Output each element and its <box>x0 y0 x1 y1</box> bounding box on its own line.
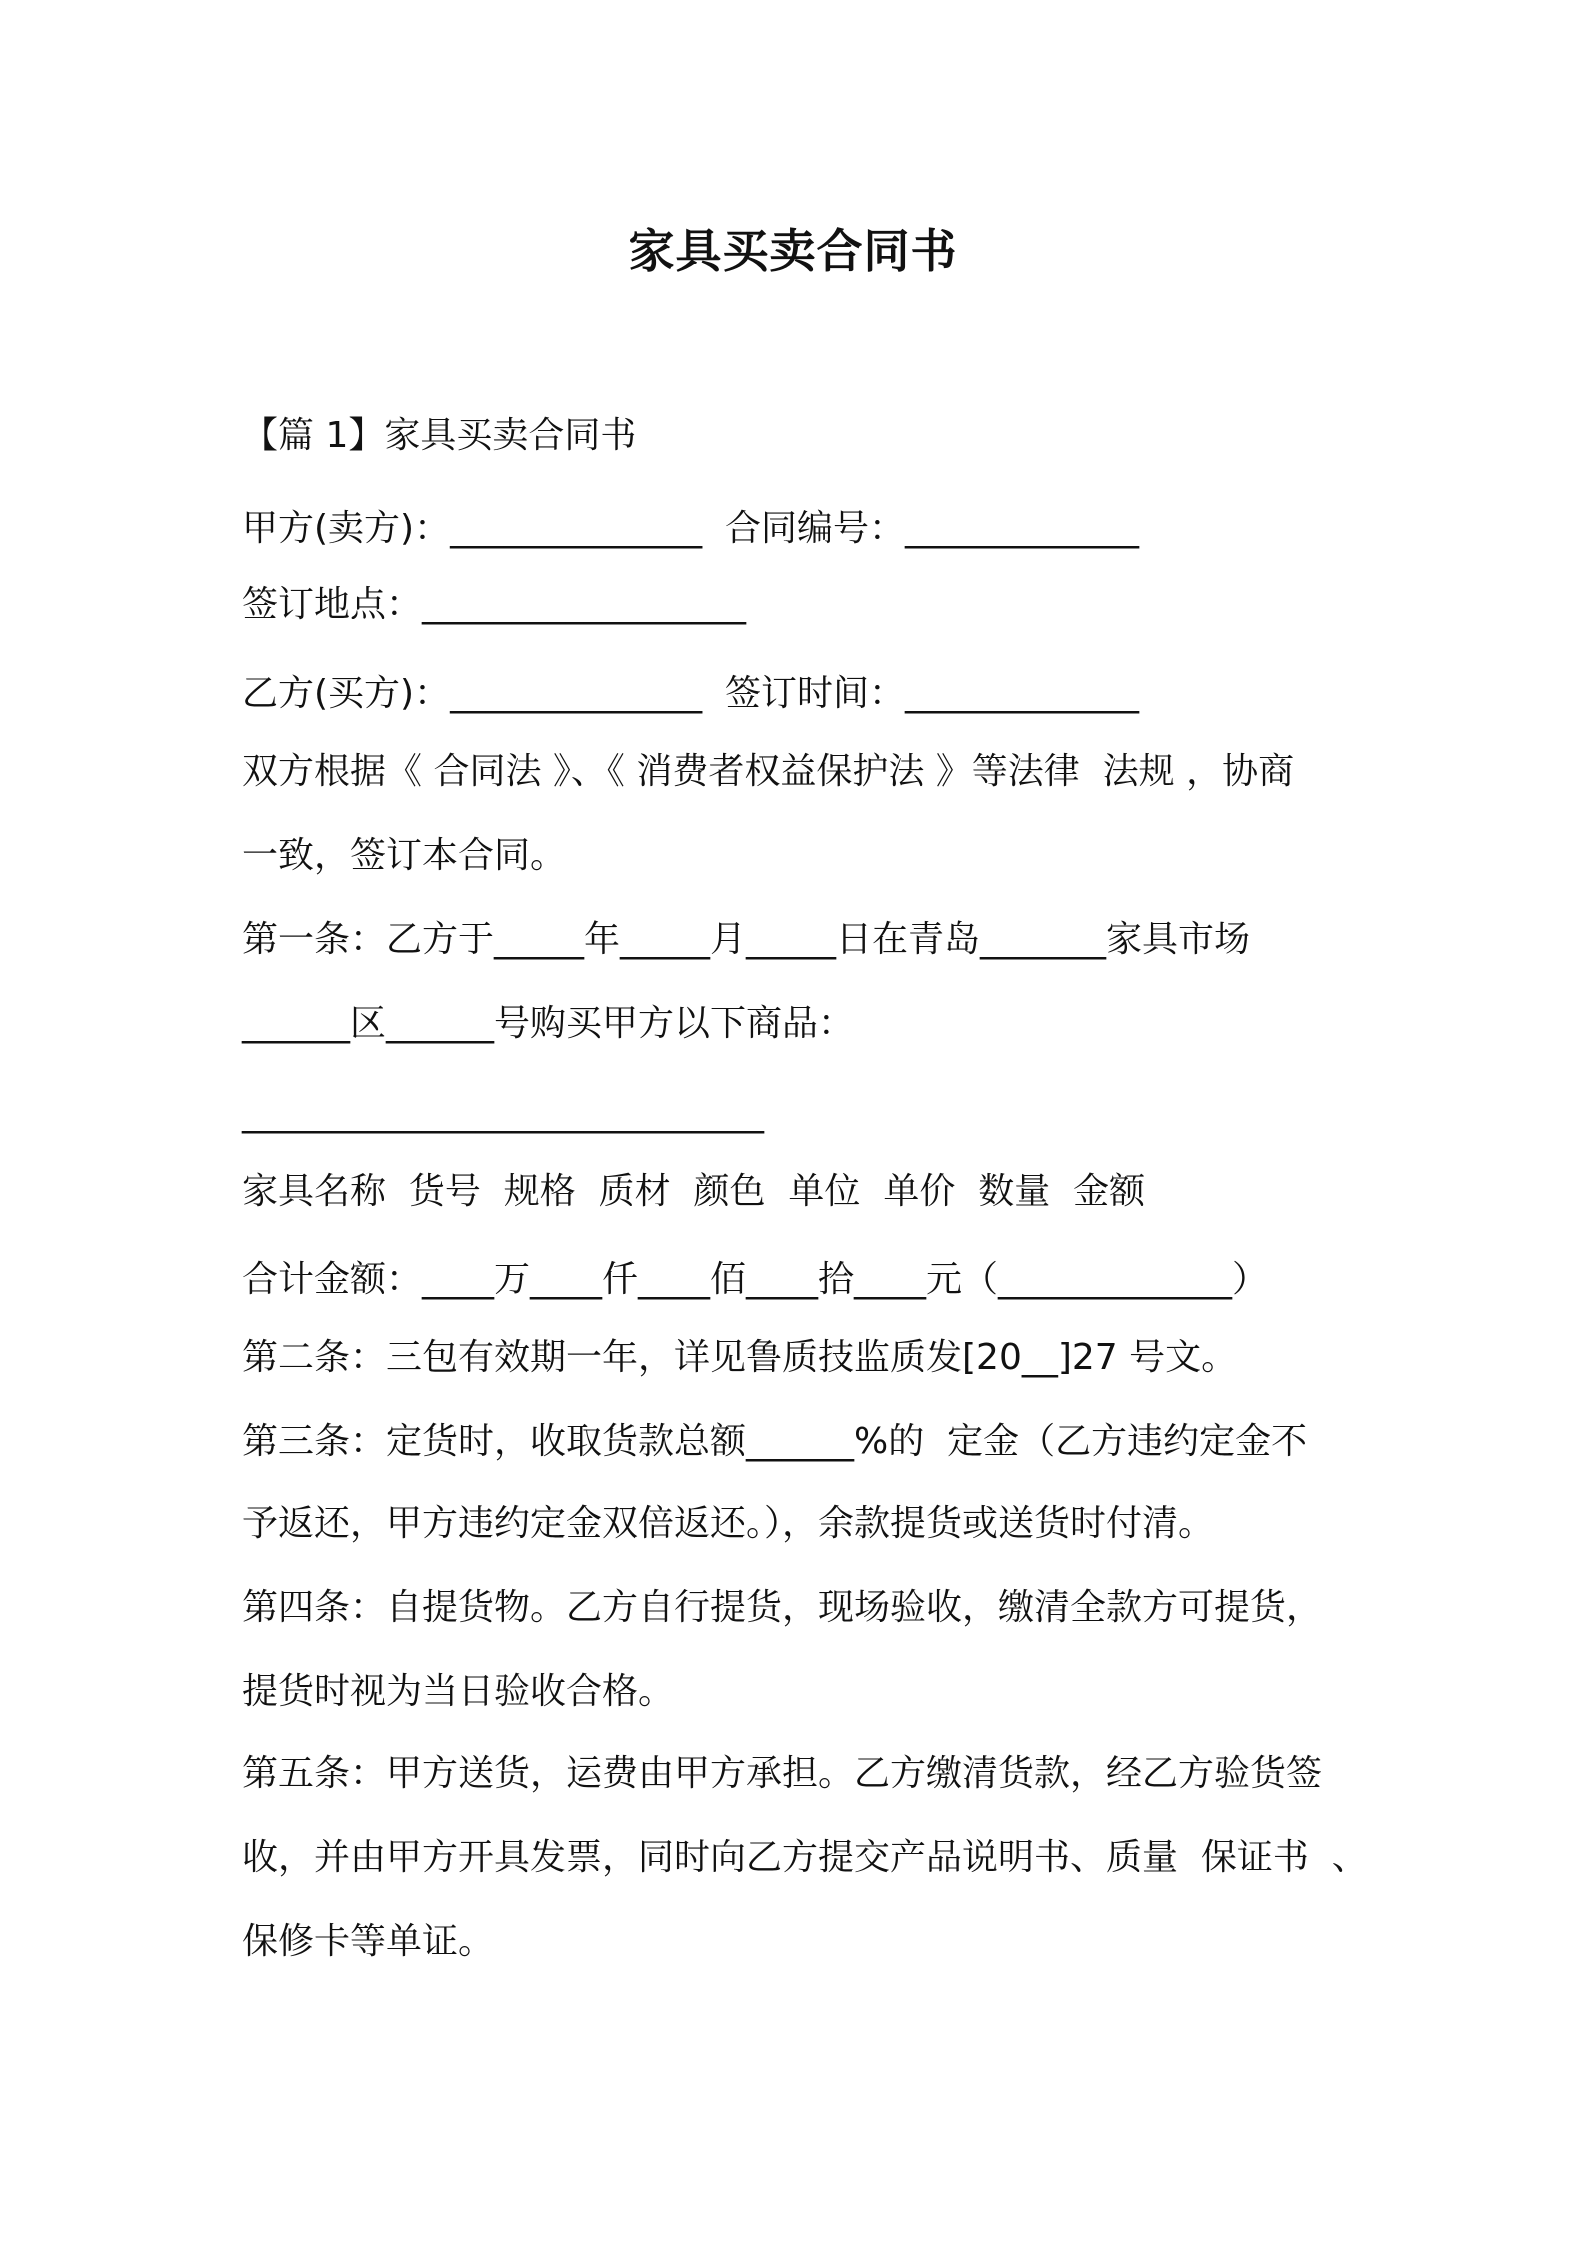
article-5-line-2: 收，并由甲方开具发票，同时向乙方提交产品说明书、质量 保证书 、 <box>242 1837 1368 1878</box>
signing-place-line: 签订地点：__________________ <box>242 584 747 625</box>
article-1-line-2: ______区______号购买甲方以下商品： <box>242 1003 855 1044</box>
article-4-line-2: 提货时视为当日验收合格。 <box>242 1671 675 1712</box>
article-4-line-1: 第四条：自提货物。乙方自行提货，现场验收，缴清全款方可提货， <box>242 1587 1323 1628</box>
article-1-line-1: 第一条：乙方于_____年_____月_____日在青岛_______家具市场 <box>242 919 1251 960</box>
article-3-line-2: 予返还，甲方违约定金双倍返还。），余款提货或送货时付清。 <box>242 1503 1215 1544</box>
document-title: 家具买卖合同书 <box>628 224 958 278</box>
preamble-line-1: 双方根据《 合同法 》、《 消费者权益保护法 》等法律 法规 ，协商 <box>242 751 1295 792</box>
blank-underline: _____________________________ <box>242 1093 764 1134</box>
article-2: 第二条：三包有效期一年，详见鲁质技监质发[20__]27 号文。 <box>242 1337 1238 1378</box>
article-3-line-1: 第三条：定货时，收取货款总额______%的 定金（乙方违约定金不 <box>242 1421 1308 1462</box>
article-5-line-1: 第五条：甲方送货，运费由甲方承担。乙方缴清货款，经乙方验货签 <box>242 1753 1323 1794</box>
goods-table-header: 家具名称 货号 规格 质材 颜色 单位 单价 数量 金额 <box>242 1171 1146 1212</box>
party-b-line: 乙方(买方)：______________ 签订时间：_____________ <box>242 673 1139 714</box>
preamble-line-2: 一致，签订本合同。 <box>242 835 567 876</box>
party-a-line: 甲方(卖方)：______________ 合同编号：_____________ <box>242 508 1139 549</box>
article-5-line-3: 保修卡等单证。 <box>242 1921 495 1962</box>
section-heading: 【篇 1】家具买卖合同书 <box>242 415 637 456</box>
total-amount-line: 合计金额：____万____仟____佰____拾____元（_____________） <box>242 1259 1269 1300</box>
